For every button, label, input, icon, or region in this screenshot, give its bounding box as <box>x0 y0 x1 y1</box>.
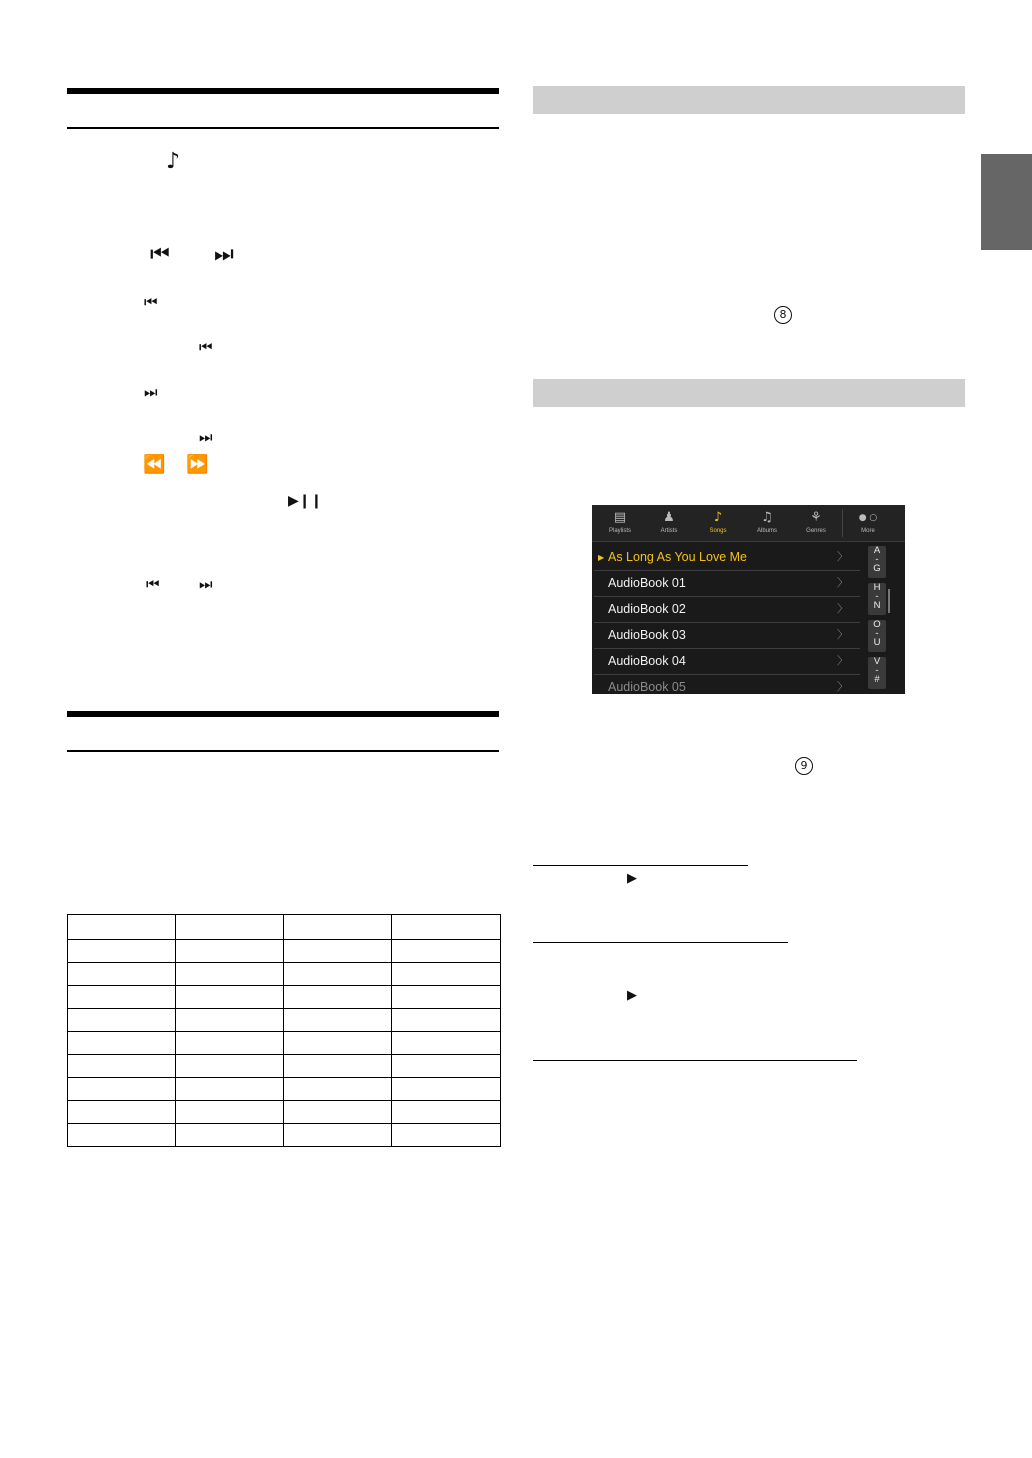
table-row <box>68 963 501 986</box>
table-cell <box>175 986 284 1009</box>
spec-table <box>67 914 501 1147</box>
table-row <box>68 1078 501 1101</box>
song-title: AudioBook 02 <box>608 602 686 616</box>
chevron-right-icon: 〉 <box>837 603 848 615</box>
table-cell <box>284 915 392 940</box>
table-cell <box>392 940 501 963</box>
list-item[interactable] <box>594 623 860 649</box>
alpha-dash: - <box>875 591 879 602</box>
skip-forward-icon: ⏭ <box>214 242 234 267</box>
scrollbar[interactable] <box>888 589 890 613</box>
callout-9-icon: 9 <box>795 757 813 775</box>
skip-back-icon: ⏮ <box>199 338 213 356</box>
tab-songs[interactable] <box>696 505 740 541</box>
table-cell <box>392 963 501 986</box>
alpha-letter: A <box>873 545 881 556</box>
subheading-bar-1 <box>533 86 965 114</box>
section-rule-bottom-2 <box>67 750 499 752</box>
table-cell <box>175 1009 284 1032</box>
table-cell <box>284 1032 392 1055</box>
tab-artists[interactable] <box>647 505 691 541</box>
alpha-index-ag[interactable] <box>868 546 886 578</box>
table-cell <box>392 1009 501 1032</box>
song-list <box>594 545 860 694</box>
table-cell <box>68 1055 176 1078</box>
playlist-icon: ▤ <box>613 510 627 525</box>
more-icon: ● ○ <box>858 513 878 523</box>
skip-forward-icon: ⏭ <box>144 383 158 401</box>
list-item[interactable] <box>594 571 860 597</box>
table-cell <box>68 940 176 963</box>
chevron-right-icon: 〉 <box>837 577 848 589</box>
tab-albums[interactable] <box>745 505 789 541</box>
skip-back-icon: ⏮ <box>144 293 158 311</box>
table-row <box>68 1055 501 1078</box>
table-cell <box>284 1055 392 1078</box>
alpha-letter: U <box>873 637 881 648</box>
tab-genres[interactable] <box>794 505 838 541</box>
table-cell <box>68 1009 176 1032</box>
list-item[interactable] <box>594 545 860 571</box>
artist-icon: ♟ <box>663 510 675 525</box>
table-cell <box>68 1124 176 1147</box>
song-title: AudioBook 04 <box>608 654 686 668</box>
table-cell <box>68 986 176 1009</box>
category-tab-bar <box>592 505 905 542</box>
alpha-dash: - <box>875 665 879 676</box>
skip-back-icon: ⏮ <box>150 242 170 267</box>
table-cell <box>68 1078 176 1101</box>
table-cell <box>68 915 176 940</box>
alpha-dash: - <box>875 628 879 639</box>
alpha-letter: N <box>873 600 881 611</box>
table-cell <box>392 915 501 940</box>
alpha-letter: G <box>873 563 881 574</box>
table-row <box>68 940 501 963</box>
alpha-index-ou[interactable] <box>868 620 886 652</box>
table-row <box>68 1124 501 1147</box>
callout-8-icon: 8 <box>774 306 792 324</box>
skip-forward-icon: ⏭ <box>199 428 213 446</box>
alpha-letter: # <box>874 674 880 685</box>
table-row <box>68 915 501 940</box>
alpha-index-hn[interactable] <box>868 583 886 615</box>
table-cell <box>175 1124 284 1147</box>
genres-icon: ⚘ <box>810 510 822 525</box>
device-screenshot <box>592 505 905 694</box>
now-playing-icon: ▶ <box>598 553 605 562</box>
fast-forward-icon: ⏩ <box>186 454 209 475</box>
play-icon: ▶ <box>627 988 637 1003</box>
skip-back-icon: ⏮ <box>146 575 160 593</box>
song-title: As Long As You Love Me <box>608 550 747 564</box>
chevron-right-icon: 〉 <box>837 629 848 641</box>
alpha-letter: O <box>873 619 881 630</box>
table-cell <box>175 940 284 963</box>
rewind-icon: ⏪ <box>143 454 166 475</box>
table-row <box>68 1032 501 1055</box>
list-item[interactable] <box>594 649 860 675</box>
table-cell <box>392 1078 501 1101</box>
table-cell <box>175 1032 284 1055</box>
list-item[interactable] <box>594 675 860 694</box>
table-cell <box>392 1055 501 1078</box>
table-cell <box>68 1101 176 1124</box>
tab-label: Artists <box>660 528 678 534</box>
table-cell <box>175 1078 284 1101</box>
table-cell <box>284 963 392 986</box>
alpha-dash: - <box>875 554 879 565</box>
table-cell <box>392 1101 501 1124</box>
tab-playlists[interactable] <box>598 505 642 541</box>
tab-label: More <box>861 528 875 534</box>
table-cell <box>284 1009 392 1032</box>
underline-3 <box>533 1060 857 1061</box>
table-cell <box>284 1124 392 1147</box>
table-cell <box>284 1078 392 1101</box>
section-rule-top-2 <box>67 711 499 717</box>
table-cell <box>175 1055 284 1078</box>
subheading-bar-2 <box>533 379 965 407</box>
chevron-right-icon: 〉 <box>837 681 848 693</box>
tab-label: Genres <box>806 528 826 534</box>
table-cell <box>68 1032 176 1055</box>
song-title: AudioBook 05 <box>608 680 686 694</box>
list-item[interactable] <box>594 597 860 623</box>
tab-more[interactable] <box>846 505 890 541</box>
table-cell <box>284 940 392 963</box>
skip-forward-icon: ⏭ <box>199 575 213 593</box>
table-cell <box>284 1101 392 1124</box>
tab-label: Playlists <box>608 528 631 534</box>
table-cell <box>175 915 284 940</box>
alpha-letter: V <box>873 656 881 667</box>
underline-2 <box>533 942 788 943</box>
chapter-tab <box>981 154 1032 250</box>
tab-divider <box>842 509 843 537</box>
song-title: AudioBook 03 <box>608 628 686 642</box>
song-title: AudioBook 01 <box>608 576 686 590</box>
underline-1 <box>533 865 748 866</box>
table-cell <box>175 963 284 986</box>
table-cell <box>175 1101 284 1124</box>
play-pause-icon: ▶❙❙ <box>288 493 323 509</box>
tab-label: Songs <box>709 528 727 534</box>
table-row <box>68 1009 501 1032</box>
chevron-right-icon: 〉 <box>837 551 848 563</box>
table-cell <box>392 986 501 1009</box>
table-cell <box>284 986 392 1009</box>
chevron-right-icon: 〉 <box>837 655 848 667</box>
table-cell <box>392 1032 501 1055</box>
table-cell <box>392 1124 501 1147</box>
alpha-index-v[interactable] <box>868 657 886 689</box>
table-cell <box>68 963 176 986</box>
play-icon: ▶ <box>627 871 637 886</box>
songs-icon: ♪ <box>713 510 723 525</box>
table-row <box>68 1101 501 1124</box>
alpha-letter: H <box>873 582 881 593</box>
albums-icon: ♫ <box>761 510 773 525</box>
tab-label: Albums <box>756 528 777 534</box>
table-row <box>68 986 501 1009</box>
section-rule-top-1 <box>67 88 499 94</box>
section-rule-bottom-1 <box>67 127 499 129</box>
music-note-icon: ♪ <box>166 149 181 174</box>
